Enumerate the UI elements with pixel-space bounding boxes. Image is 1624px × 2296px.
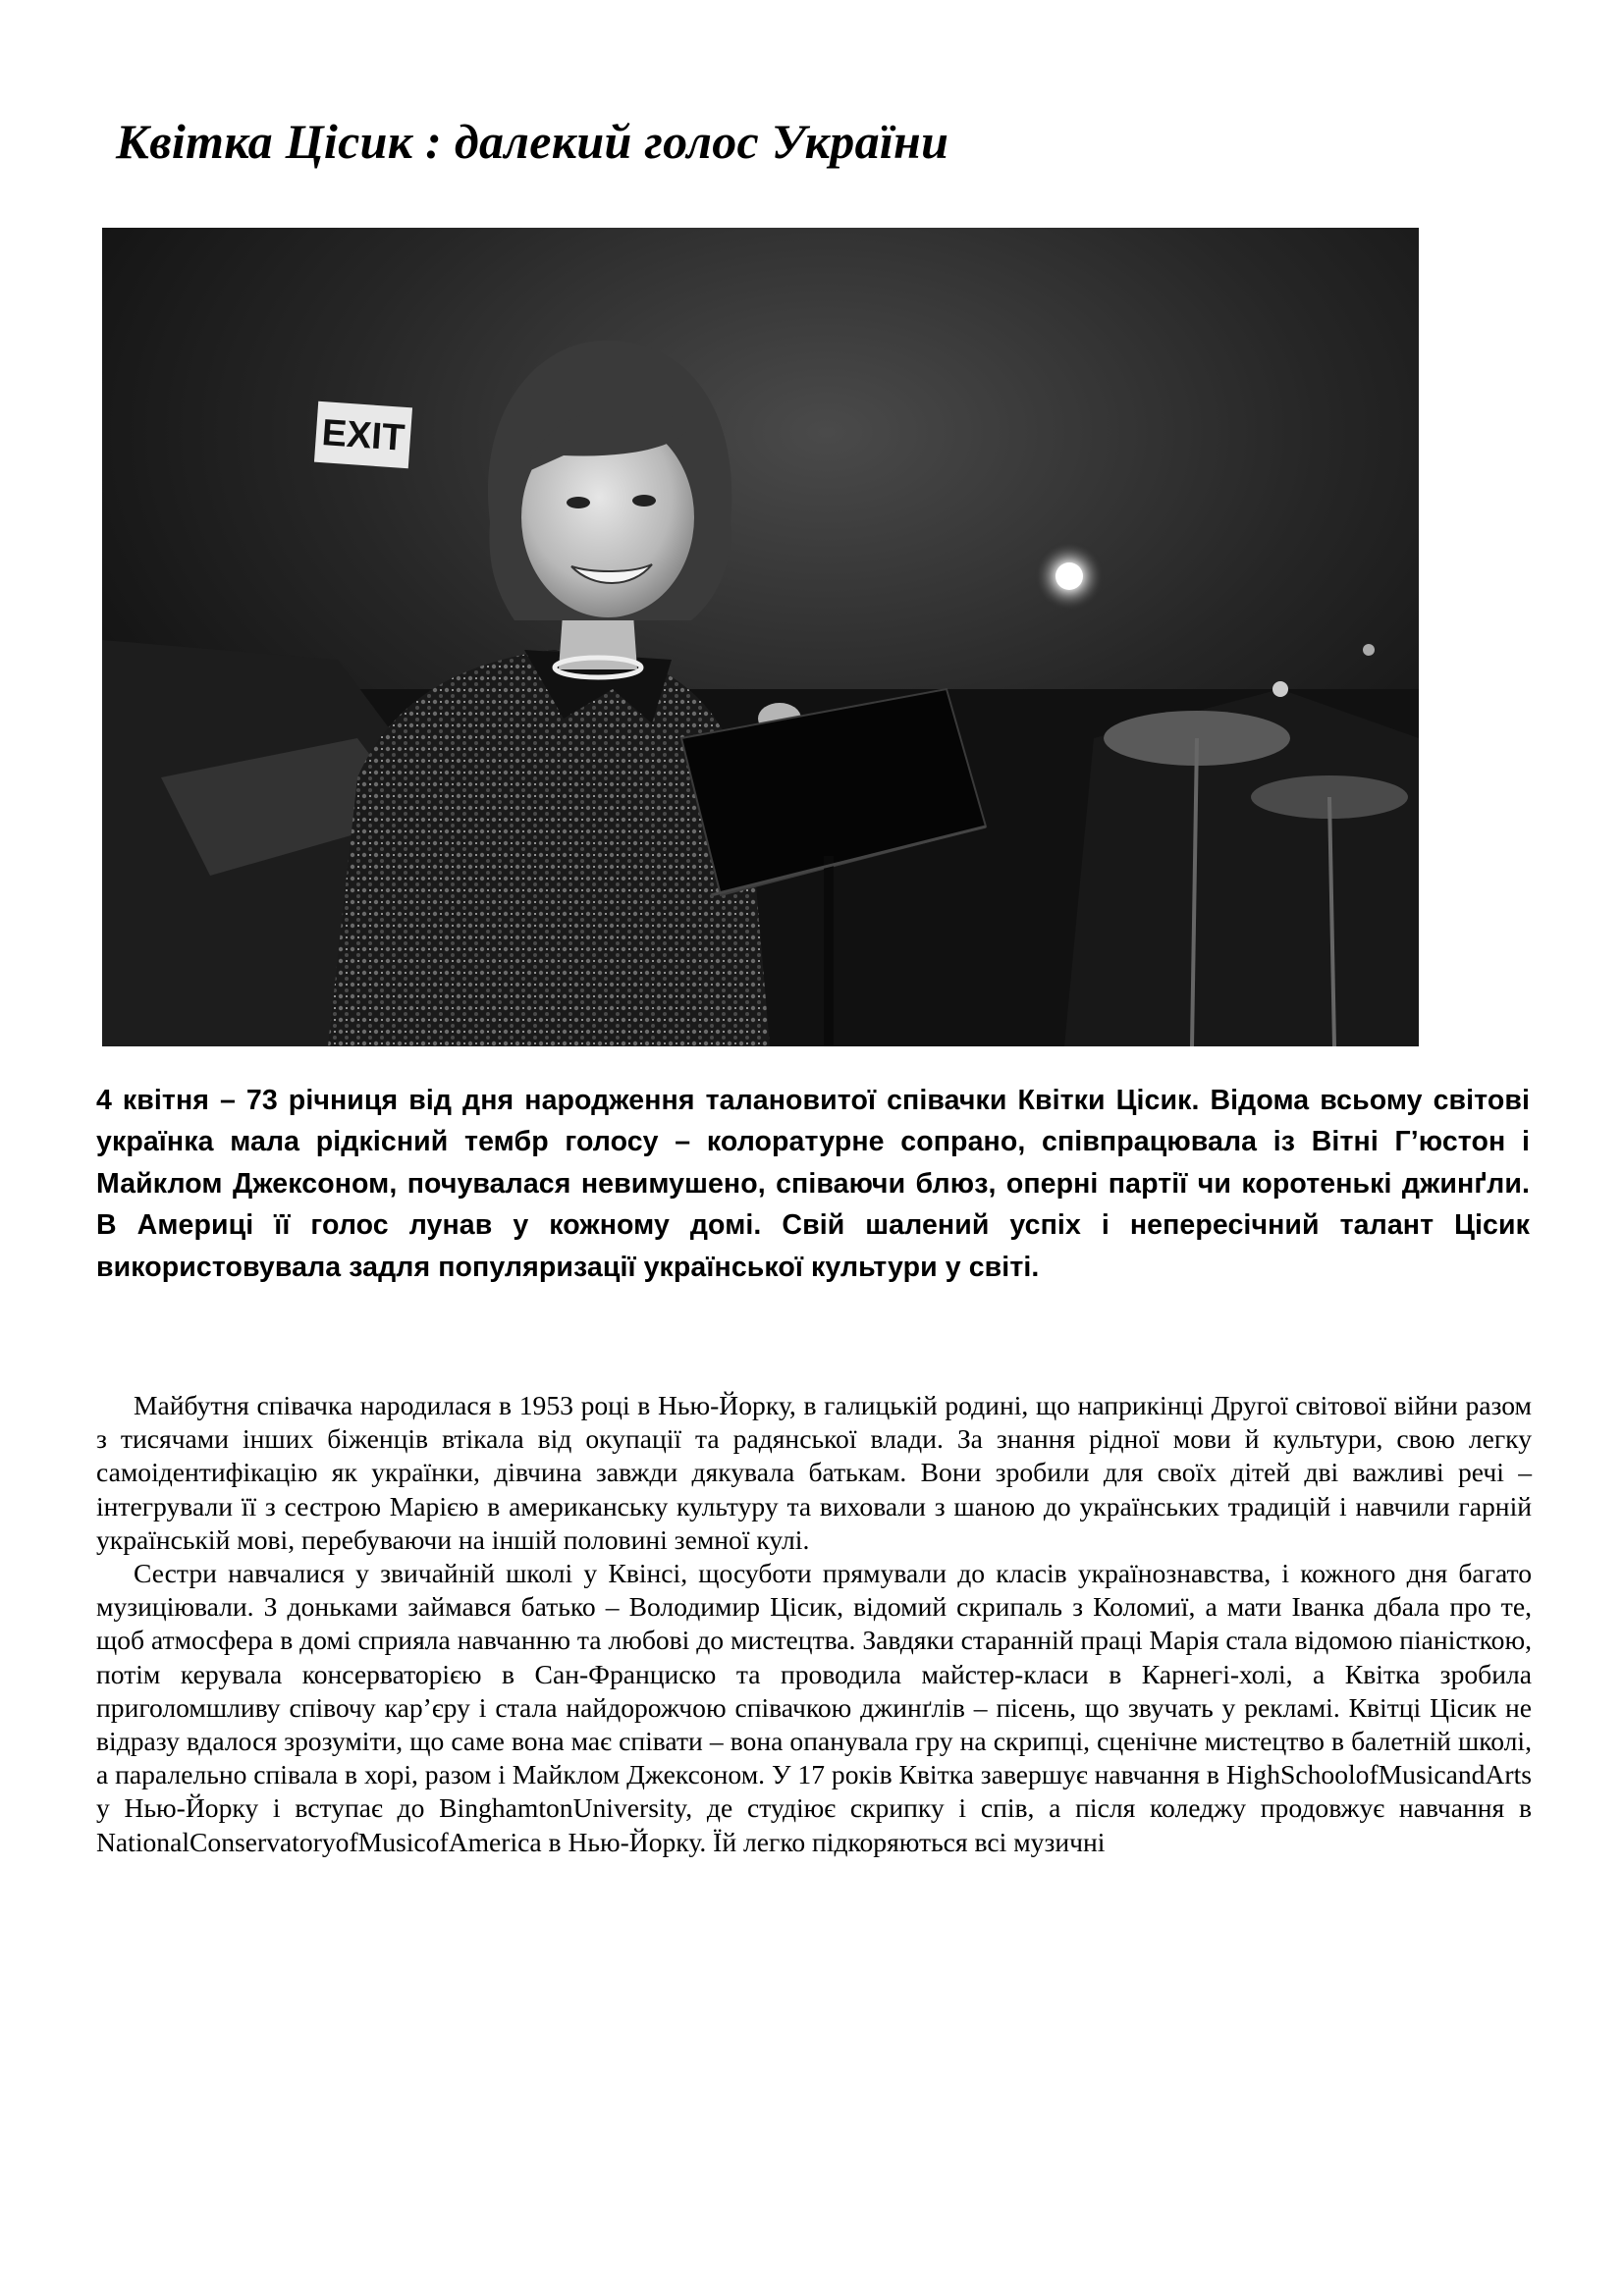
article-title: Квітка Цісик : далекий голос України: [116, 114, 949, 169]
exit-sign-text: EXIT: [320, 412, 406, 459]
article-lead: 4 квітня – 73 річниця від дня народження талановитої співачки Квітки Цісик. Відома всьому світові українка мала рідкісний тембр голосу – колоратурне сопрано, співпрацювала із Вітні Г’юстон і Майклом Джексоном, почувалася невимушено, співаючи блюз, оперні партії чи коротенькі джинґли. В Америці її голос лунав у кожному домі. Свій шалений успіх і непересічний талант Цісик використовувала задля популяризації української культури у світі.: [96, 1085, 1530, 1283]
body-paragraph: Майбутня співачка народилася в 1953 році в Нью-Йорку, в галицькій родині, що наприкінці Другої світової війни разом з тисячами інших біженців втікала від окупації та радянської влади. За знання рідної мови й культури, свою легку самоідентифікацію як українки, дівчина завжди дякувала батькам. Вони зробили для своїх дітей дві важливі речі – інтегрували її з сестрою Марією в американську культуру та виховали з шаною до українських традицій і навчили гарній українській мові, перебуваючи на іншій половині земної кулі.: [96, 1390, 1532, 1555]
body-paragraph: Сестри навчалися у звичайній школі у Квінсі, щосуботи прямували до класів українознавства, і кожного дня багато музиціювали. З доньками займався батько – Володимир Цісик, відомий скрипаль з Коломиї, а мати Іванка дбала про те, щоб атмосфера в домі сприяла навчанню та любові до мистецтва. Завдяки старанній праці Марія стала відомою піаністкою, потім керувала консерваторією в Сан-Франциско та проводила майстер-класи в Карнегі-холі, а Квітка зробила приголомшливу співочу кар’єру і стала найдорожчою співачкою джинґлів – пісень, що звучать у рекламі. Квітці Цісик не відразу вдалося зрозуміти, що саме вона має співати – вона опанувала гру на скрипці, сценічне мистецтво в балетній школі, а паралельно співала в хорі, разом і Майклом Джексоном. У 17 років Квітка завершує навчання в HighSchoolofMusicandArts у Нью-Йорку і вступає до BinghamtonUniversity, де студіює скрипку і спів, а після коледжу продовжує навчання в NationalConservatoryofMusicofAmerica в Нью-Йорку. Їй легко підкоряються всі музичні: [96, 1558, 1532, 1857]
singer-stage-photo: [102, 228, 1419, 1046]
exit-sign: [314, 401, 412, 469]
photo-illustration: [102, 228, 1419, 1046]
article-body: [96, 1389, 1532, 1859]
